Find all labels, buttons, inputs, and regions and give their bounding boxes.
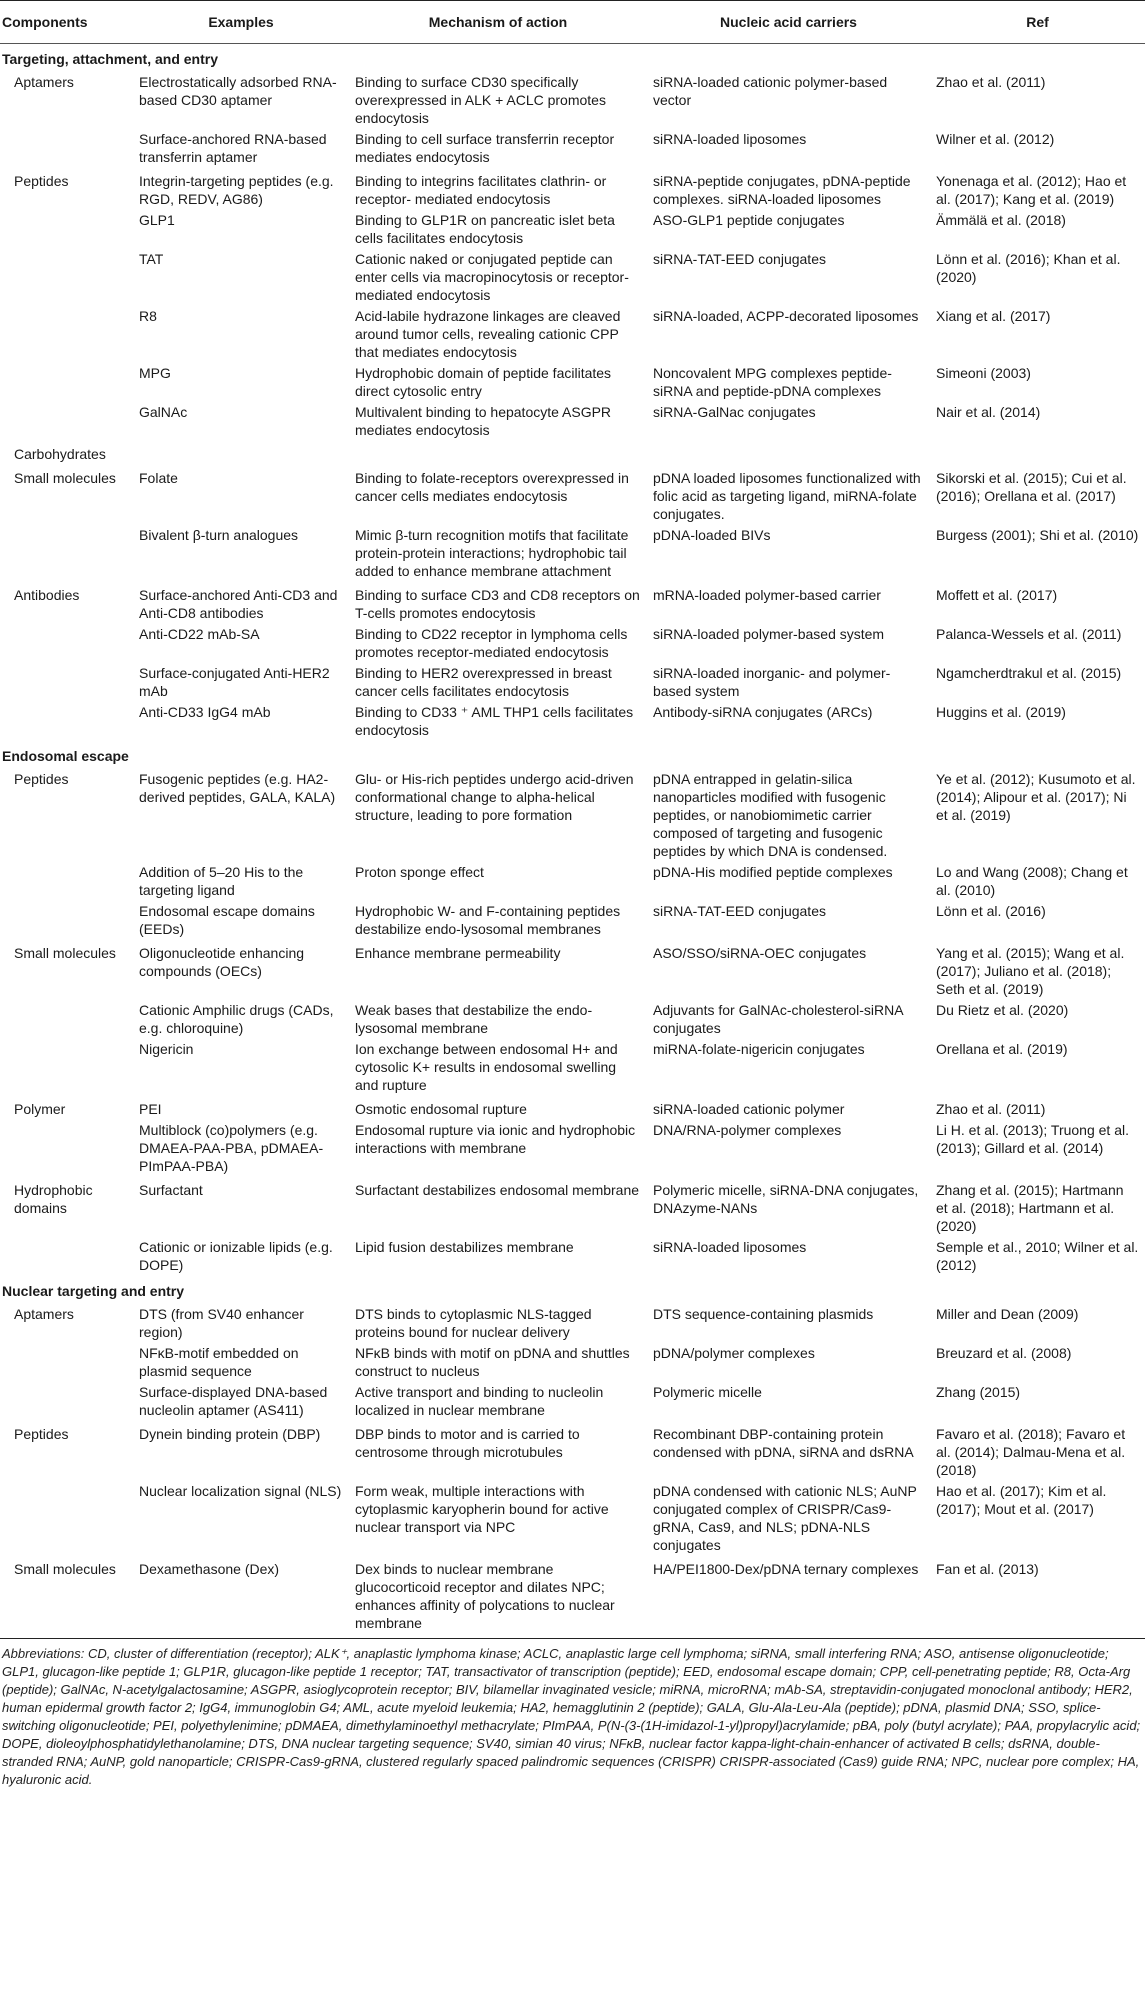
example-cell: GLP1: [139, 212, 175, 228]
ref-cell: Favaro et al. (2018); Favaro et al. (2014); Dalmau-Mena et al. (2018): [936, 1426, 1126, 1478]
ref-cell: Fan et al. (2013): [936, 1561, 1039, 1577]
ref-cell: Zhang (2015): [936, 1384, 1021, 1400]
table-row: [0, 766, 1145, 862]
ref-cell: Yonenaga et al. (2012); Hao et al. (2017); Kang et al. (2019): [936, 173, 1127, 207]
component-cell: [0, 1120, 133, 1177]
ref-cell: Lönn et al. (2016); Khan et al. (2020): [936, 251, 1121, 285]
example-cell: DTS (from SV40 enhancer region): [139, 1306, 304, 1340]
ref-cell: Ämmälä et al. (2018): [936, 212, 1066, 228]
table-row: [0, 168, 1145, 210]
example-cell: Oligonucleotide enhancing compounds (OECs): [139, 945, 305, 979]
example-cell: MPG: [139, 365, 171, 381]
table-row: [0, 663, 1145, 702]
table-row: [0, 1556, 1145, 1634]
carrier-cell: pDNA/polymer complexes: [653, 1345, 815, 1361]
table-row: [0, 702, 1145, 741]
example-cell: TAT: [139, 251, 164, 267]
table-header: [0, 1, 1145, 44]
carrier-cell: siRNA-TAT-EED conjugates: [653, 251, 826, 267]
carrier-cell: siRNA-loaded polymer-based system: [653, 626, 885, 642]
mechanism-cell: Binding to folate-receptors overexpressed in cancer cells mediates endocytosis: [355, 470, 629, 504]
mechanism-cell: Binding to surface CD30 specifically overexpressed in ALK + ACLC promotes endocytosis: [355, 74, 606, 126]
carrier-cell: DTS sequence-containing plasmids: [653, 1306, 874, 1322]
ref-cell: Li H. et al. (2013); Truong et al. (2013); Gillard et al. (2014): [936, 1122, 1129, 1156]
ref-cell: Sikorski et al. (2015); Cui et al. (2016); Orellana et al. (2017): [936, 470, 1127, 504]
ref-cell: Ngamcherdtrakul et al. (2015): [936, 665, 1122, 681]
table-row: [0, 862, 1145, 901]
mechanism-cell: Dex binds to nuclear membrane glucocorticoid receptor and dilates NPC; enhances affinity of polycations to nuclear membrane: [355, 1561, 615, 1631]
ref-cell: Palanca-Wessels et al. (2011): [936, 626, 1122, 642]
table-row: [0, 1096, 1145, 1120]
table-row: [0, 1000, 1145, 1039]
component-cell: [0, 306, 133, 363]
table-row: [0, 1120, 1145, 1177]
example-cell: Anti-CD33 IgG4 mAb: [139, 704, 271, 720]
example-cell: Multiblock (co)polymers (e.g. DMAEA-PAA-PBA, pDMAEA-PImPAA-PBA): [139, 1122, 324, 1174]
carrier-cell: ASO/SSO/siRNA-OEC conjugates: [653, 945, 867, 961]
carrier-cell: Noncovalent MPG complexes peptide-siRNA and peptide-pDNA complexes: [653, 365, 892, 399]
component-cell: Antibodies: [14, 587, 80, 603]
mechanism-cell: DTS binds to cytoplasmic NLS-tagged proteins bound for nuclear delivery: [355, 1306, 592, 1340]
mechanism-cell: NFκB binds with motif on pDNA and shuttles construct to nucleus: [355, 1345, 630, 1379]
component-cell: Small molecules: [14, 1561, 116, 1577]
abbreviations-footnote: Abbreviations: CD, cluster of differentiation (receptor); ALK⁺, anaplastic lymphoma kinase; ACLC, anaplastic large cell lymphoma; siRNA, small interfering RNA; ASO, antisense oligonucleotide; GLP1, glucagon-like peptide 1; GLP1R, glucagon-like peptide 1 receptor; TAT, transactivator of transcription (peptide); EED, endosomal escape domain; CPP, cell-penetrating peptide; R8, Octa-Arg (peptide); GalNAc, N-acetylgalactosamine; ASGPR, asioglycoprotein receptor; BIV, bilamellar invaginated vesicle; miRNA, microRNA; mAb-SA, streptavidin-conjugated monoclonal antibody; HER2, human epidermal growth factor 2; IgG4, immunoglobin G4; AML, acute myeloid leukemia; HA2, hemagglutinin 2 (peptide); GALA, Glu-Ala-Leu-Ala (peptide); pDNA, plasmid DNA; SSO, splice-switching oligonucleotide; PEI, polyethylenimine; pDMAEA, dimethylaminoethyl methacrylate; PImPAA, P(N-(3-(1H-imidazol-1-yl)propyl)acrylamide; pBA, poly (butyl acrylate); PAA, propylacrylic acid; DOPE, dioleoylphosphatidylethanolamine; DTS, DNA nuclear targeting sequence; SV40, simian 40 virus; NFκB, nuclear factor kappa-light-chain-enhancer of activated B cells; dsRNA, double-stranded RNA; AuNP, gold nanoparticle; CRISPR-Cas9-gRNA, clustered regularly spaced palindromic sequences (CRISPR) CRISPR-associated (Cas9) guide RNA; NPC, nuclear pore complex; HA, hyaluronic acid.: [0, 1638, 1145, 1789]
table-row: [0, 210, 1145, 249]
ref-cell: Breuzard et al. (2008): [936, 1345, 1072, 1361]
component-cell: [0, 663, 133, 702]
component-cell: [0, 901, 133, 940]
mechanism-cell: Lipid fusion destabilizes membrane: [355, 1239, 574, 1255]
example-cell: PEI: [139, 1101, 162, 1117]
component-cell: [0, 1039, 133, 1096]
carrier-cell: siRNA-GalNac conjugates: [653, 404, 816, 420]
carrier-cell: pDNA loaded liposomes functionalized with folic acid as targeting ligand, miRNA-folate conjugates.: [653, 470, 921, 522]
component-cell: Polymer: [14, 1101, 66, 1117]
table-row: [0, 129, 1145, 168]
table-row: [0, 441, 1145, 465]
ref-cell: Du Rietz et al. (2020): [936, 1002, 1069, 1018]
component-cell: [0, 624, 133, 663]
ref-cell: Moffett et al. (2017): [936, 587, 1058, 603]
component-cell: [0, 129, 133, 168]
carrier-cell: DNA/RNA-polymer complexes: [653, 1122, 842, 1138]
ref-cell: Miller and Dean (2009): [936, 1306, 1079, 1322]
section-title: Targeting, attachment, and entry: [2, 51, 218, 67]
mechanism-cell: Endosomal rupture via ionic and hydrophobic interactions with membrane: [355, 1122, 636, 1156]
mechanism-cell: Binding to GLP1R on pancreatic islet beta cells facilitates endocytosis: [355, 212, 615, 246]
table-row: [0, 402, 1145, 441]
ref-cell: Xiang et al. (2017): [936, 308, 1051, 324]
example-cell: Anti-CD22 mAb-SA: [139, 626, 260, 642]
carrier-cell: siRNA-loaded liposomes: [653, 131, 807, 147]
component-cell: Peptides: [14, 173, 69, 189]
header-examples: Examples: [133, 1, 349, 44]
table-row: [0, 624, 1145, 663]
carrier-cell: pDNA-loaded BIVs: [653, 527, 771, 543]
mechanism-cell: [349, 441, 647, 465]
ref-cell: Nair et al. (2014): [936, 404, 1041, 420]
carrier-cell: HA/PEI1800-Dex/pDNA ternary complexes: [653, 1561, 919, 1577]
example-cell: Cationic or ionizable lipids (e.g. DOPE): [139, 1239, 333, 1273]
table-row: [0, 582, 1145, 624]
mechanism-cell: Form weak, multiple interactions with cytoplasmic karyopherin bound for active nuclear transport via NPC: [355, 1483, 609, 1535]
example-cell: Surface-anchored Anti-CD3 and Anti-CD8 antibodies: [139, 587, 338, 621]
component-cell: [0, 1343, 133, 1382]
ref-cell: Burgess (2001); Shi et al. (2010): [936, 527, 1139, 543]
mechanism-cell: Hydrophobic W- and F-containing peptides destabilize endo-lysosomal membranes: [355, 903, 621, 937]
ref-cell: Semple et al., 2010; Wilner et al. (2012): [936, 1239, 1139, 1273]
example-cell: Nigericin: [139, 1041, 194, 1057]
mechanism-cell: Acid-labile hydrazone linkages are cleaved around tumor cells, revealing cationic CPP that mediates endocytosis: [355, 308, 621, 360]
carrier-cell: siRNA-TAT-EED conjugates: [653, 903, 826, 919]
carrier-cell: Recombinant DBP-containing protein condensed with pDNA, siRNA and dsRNA: [653, 1426, 914, 1460]
mechanism-cell: Binding to CD22 receptor in lymphoma cells promotes receptor-mediated endocytosis: [355, 626, 628, 660]
table-row: [0, 525, 1145, 582]
example-cell: Folate: [139, 470, 178, 486]
carrier-cell: siRNA-loaded cationic polymer: [653, 1101, 845, 1117]
table-row: [0, 940, 1145, 1000]
mechanism-cell: Binding to HER2 overexpressed in breast cancer cells facilitates endocytosis: [355, 665, 612, 699]
carrier-cell: [647, 441, 930, 465]
component-cell: Peptides: [14, 771, 69, 787]
header-carriers: Nucleic acid carriers: [647, 1, 930, 44]
component-cell: Small molecules: [14, 945, 116, 961]
example-cell: Addition of 5–20 His to the targeting ligand: [139, 864, 304, 898]
mechanism-cell: Binding to cell surface transferrin receptor mediates endocytosis: [355, 131, 615, 165]
example-cell: Fusogenic peptides (e.g. HA2-derived peptides, GALA, KALA): [139, 771, 336, 805]
table-row: [0, 249, 1145, 306]
mechanism-cell: Active transport and binding to nucleolin localized in nuclear membrane: [355, 1384, 604, 1418]
ref-cell: Hao et al. (2017); Kim et al. (2017); Mout et al. (2017): [936, 1483, 1107, 1517]
header-row: [0, 1, 1145, 44]
table-row: [0, 1301, 1145, 1343]
mechanism-cell: Proton sponge effect: [355, 864, 484, 880]
carrier-cell: ASO-GLP1 peptide conjugates: [653, 212, 845, 228]
carrier-cell: miRNA-folate-nigericin conjugates: [653, 1041, 865, 1057]
ref-cell: Zhao et al. (2011): [936, 1101, 1046, 1117]
mechanism-cell: DBP binds to motor and is carried to centrosome through microtubules: [355, 1426, 580, 1460]
carrier-cell: siRNA-loaded cationic polymer-based vector: [653, 74, 888, 108]
component-cell: [0, 862, 133, 901]
component-cell: [0, 363, 133, 402]
component-cell: Aptamers: [14, 74, 74, 90]
ref-cell: Lo and Wang (2008); Chang et al. (2010): [936, 864, 1128, 898]
component-cell: [0, 210, 133, 249]
carrier-cell: siRNA-loaded liposomes: [653, 1239, 807, 1255]
ref-cell: Ye et al. (2012); Kusumoto et al. (2014); Alipour et al. (2017); Ni et al. (2019): [936, 771, 1136, 823]
table-row: [0, 306, 1145, 363]
table-row: [0, 363, 1145, 402]
example-cell: Dexamethasone (Dex): [139, 1561, 280, 1577]
carrier-cell: pDNA-His modified peptide complexes: [653, 864, 893, 880]
example-cell: Electrostatically adsorbed RNA-based CD30 aptamer: [139, 74, 337, 108]
ref-cell: Simeoni (2003): [936, 365, 1031, 381]
component-cell: Hydrophobic domains: [14, 1182, 93, 1216]
example-cell: Nuclear localization signal (NLS): [139, 1483, 342, 1499]
example-cell: R8: [139, 308, 157, 324]
mechanism-cell: Multivalent binding to hepatocyte ASGPR mediates endocytosis: [355, 404, 612, 438]
component-cell: [0, 1382, 133, 1421]
header-ref: Ref: [930, 1, 1145, 44]
example-cell: Dynein binding protein (DBP): [139, 1426, 321, 1442]
mechanism-cell: Enhance membrane permeability: [355, 945, 561, 961]
section-header-row: [0, 741, 1145, 766]
mechanism-cell: Surfactant destabilizes endosomal membrane: [355, 1182, 640, 1198]
table-row: [0, 1177, 1145, 1237]
ref-cell: Yang et al. (2015); Wang et al. (2017); Juliano et al. (2018); Seth et al. (2019): [936, 945, 1125, 997]
component-cell: [0, 1237, 133, 1276]
component-cell: [0, 249, 133, 306]
mechanism-cell: Binding to surface CD3 and CD8 receptors on T-cells promotes endocytosis: [355, 587, 640, 621]
mechanism-cell: Osmotic endosomal rupture: [355, 1101, 527, 1117]
section-header-row: [0, 44, 1145, 70]
example-cell: Bivalent β-turn analogues: [139, 527, 299, 543]
example-cell: Surface-anchored RNA-based transferrin aptamer: [139, 131, 327, 165]
example-cell: Integrin-targeting peptides (e.g. RGD, REDV, AG86): [139, 173, 334, 207]
mechanism-cell: Cationic naked or conjugated peptide can enter cells via macropinocytosis or receptor-mediated endocytosis: [355, 251, 629, 303]
example-cell: Cationic Amphilic drugs (CADs, e.g. chloroquine): [139, 1002, 334, 1036]
table-row: [0, 1343, 1145, 1382]
mechanism-cell: Hydrophobic domain of peptide facilitates direct cytosolic entry: [355, 365, 612, 399]
table-row: [0, 901, 1145, 940]
mechanism-cell: Ion exchange between endosomal H+ and cytosolic K+ results in endosomal swelling and rupture: [355, 1041, 618, 1093]
ref-cell: Zhao et al. (2011): [936, 74, 1046, 90]
section-header-row: [0, 1276, 1145, 1301]
table-row: [0, 69, 1145, 129]
ref-cell: Wilner et al. (2012): [936, 131, 1055, 147]
component-cell: [0, 702, 133, 741]
table-row: [0, 1481, 1145, 1556]
mechanism-cell: Glu- or His-rich peptides undergo acid-driven conformational change to alpha-helical structure, leading to pore formation: [355, 771, 634, 823]
example-cell: Surface-conjugated Anti-HER2 mAb: [139, 665, 330, 699]
carrier-cell: Polymeric micelle: [653, 1384, 762, 1400]
example-cell: NFκB-motif embedded on plasmid sequence: [139, 1345, 299, 1379]
component-cell: [0, 1481, 133, 1556]
table-row: [0, 1039, 1145, 1096]
section-title: Endosomal escape: [2, 748, 129, 764]
ref-cell: Lönn et al. (2016): [936, 903, 1046, 919]
mechanism-cell: Binding to integrins facilitates clathrin- or receptor- mediated endocytosis: [355, 173, 607, 207]
ref-cell: Huggins et al. (2019): [936, 704, 1066, 720]
example-cell: Surfactant: [139, 1182, 203, 1198]
component-cell: [0, 1000, 133, 1039]
carrier-cell: Adjuvants for GalNAc-cholesterol-siRNA conjugates: [653, 1002, 903, 1036]
carrier-cell: Antibody-siRNA conjugates (ARCs): [653, 704, 873, 720]
carrier-cell: siRNA-loaded inorganic- and polymer-based system: [653, 665, 891, 699]
example-cell: Surface-displayed DNA-based nucleolin aptamer (AS411): [139, 1384, 328, 1418]
table-row: [0, 465, 1145, 525]
example-cell: GalNAc: [139, 404, 188, 420]
mechanism-cell: Mimic β-turn recognition motifs that facilitate protein-protein interactions; hydrophobic tail added to enhance membrane attachment: [355, 527, 629, 579]
header-mechanism: Mechanism of action: [349, 1, 647, 44]
carrier-cell: mRNA-loaded polymer-based carrier: [653, 587, 881, 603]
component-cell: [0, 525, 133, 582]
component-cell: Peptides: [14, 1426, 69, 1442]
ref-cell: [930, 441, 1145, 465]
component-cell: Small molecules: [14, 470, 116, 486]
carrier-cell: pDNA entrapped in gelatin-silica nanoparticles modified with fusogenic peptides, or nanobiomimetic carrier composed of targeting and fusogenic peptides by which DNA is condensed.: [653, 771, 888, 859]
example-cell: Endosomal escape domains (EEDs): [139, 903, 315, 937]
header-components: Components: [0, 1, 133, 44]
carrier-cell: siRNA-loaded, ACPP-decorated liposomes: [653, 308, 919, 324]
component-cell: Carbohydrates: [14, 446, 106, 462]
table-row: [0, 1237, 1145, 1276]
carrier-cell: Polymeric micelle, siRNA-DNA conjugates, DNAzyme-NANs: [653, 1182, 919, 1216]
table-body: [0, 44, 1145, 1635]
mechanism-cell: Binding to CD33 ⁺ AML THP1 cells facilitates endocytosis: [355, 704, 634, 738]
ref-cell: Orellana et al. (2019): [936, 1041, 1068, 1057]
component-cell: Aptamers: [14, 1306, 74, 1322]
table-row: [0, 1382, 1145, 1421]
section-title: Nuclear targeting and entry: [2, 1283, 185, 1299]
component-cell: [0, 402, 133, 441]
ref-cell: Zhang et al. (2015); Hartmann et al. (2018); Hartmann et al. (2020): [936, 1182, 1124, 1234]
carrier-cell: pDNA condensed with cationic NLS; AuNP conjugated complex of CRISPR/Cas9-gRNA, Cas9, and NLS; pDNA-NLS conjugates: [653, 1483, 917, 1553]
example-cell: [133, 441, 349, 465]
table-row: [0, 1421, 1145, 1481]
carrier-cell: siRNA-peptide conjugates, pDNA-peptide complexes. siRNA-loaded liposomes: [653, 173, 911, 207]
mechanism-cell: Weak bases that destabilize the endo-lysosomal membrane: [355, 1002, 593, 1036]
